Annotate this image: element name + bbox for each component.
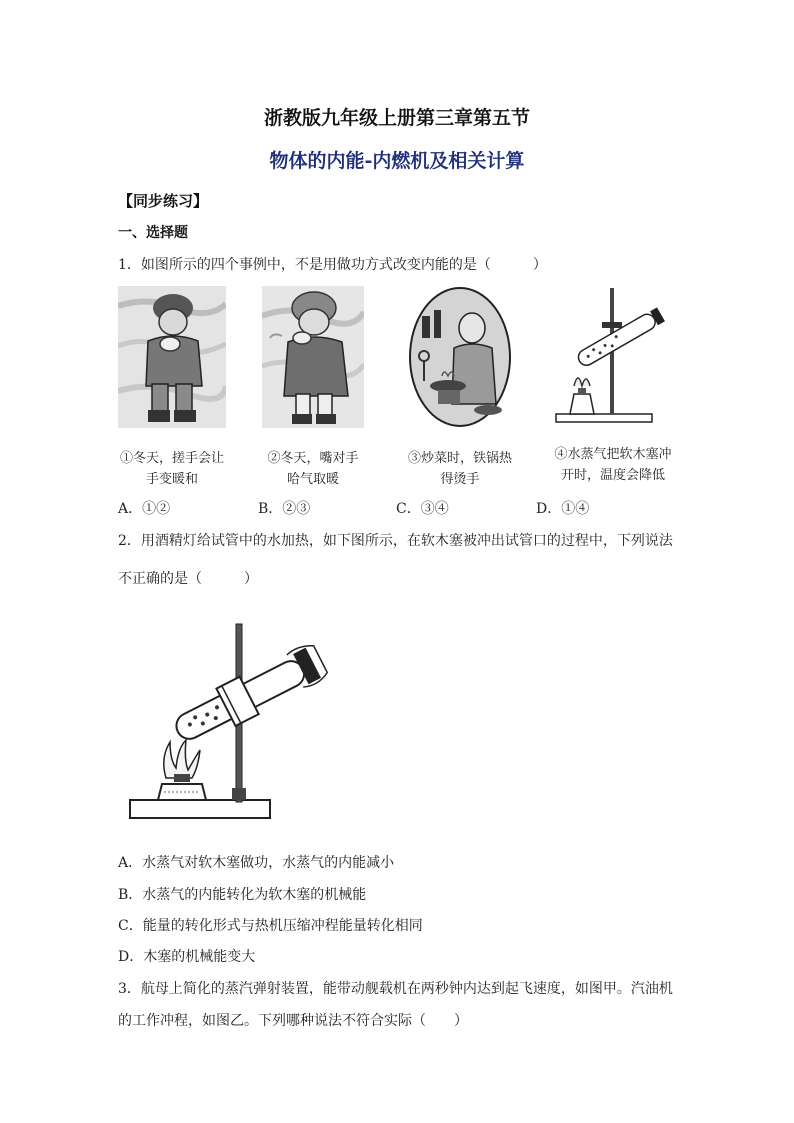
caption-3-line2: 得烫手 bbox=[440, 472, 480, 487]
q1-option-a[interactable] bbox=[118, 498, 170, 518]
q1-option-d[interactable] bbox=[536, 498, 589, 518]
q1-option-d-text: ①④ bbox=[561, 501, 590, 517]
figure-rubbing-hands bbox=[118, 286, 226, 428]
caption-4 bbox=[542, 444, 684, 486]
caption-4-line1: ④水蒸气把软木塞冲 bbox=[554, 447, 672, 462]
caption-1 bbox=[108, 448, 236, 490]
q1-option-c[interactable] bbox=[396, 498, 449, 518]
question-2-stem-line2: 不正确的是（ ） bbox=[118, 571, 258, 587]
q1-option-c-text: ③④ bbox=[420, 501, 449, 517]
q1-option-a-letter: A． bbox=[118, 501, 143, 517]
section-label: 【同步练习】 bbox=[118, 192, 209, 210]
figure-breathing-on-hands bbox=[262, 286, 364, 428]
document-title: 浙教版九年级上册第三章第五节 bbox=[263, 107, 530, 129]
q1-option-b-letter: B． bbox=[258, 501, 283, 517]
question-3-stem-line1: 3．航母上简化的蒸汽弹射装置，能带动舰载机在两秒钟内达到起飞速度，如图甲。汽油机 bbox=[118, 981, 673, 997]
figure-alcohol-lamp-test-tube bbox=[126, 620, 336, 826]
part-label: 一、选择题 bbox=[118, 225, 188, 241]
q1-option-d-letter: D． bbox=[536, 501, 562, 517]
question-1-stem: 1．如图所示的四个事例中，不是用做功方式改变内能的是（ ） bbox=[118, 257, 547, 273]
q1-option-c-letter: C． bbox=[396, 501, 421, 517]
caption-3 bbox=[396, 448, 524, 490]
q2-option-a[interactable]: A．水蒸气对软木塞做功，水蒸气的内能减小 bbox=[118, 855, 395, 871]
question-3-stem-line2: 的工作冲程，如图乙。下列哪种说法不符合实际（ ） bbox=[118, 1013, 468, 1029]
question-2-stem-line1: 2．用酒精灯给试管中的水加热，如下图所示，在软木塞被冲出试管口的过程中，下列说法 bbox=[118, 533, 673, 549]
q1-option-b-text: ②③ bbox=[282, 501, 311, 517]
q1-option-b[interactable] bbox=[258, 498, 310, 518]
caption-2-line1: ②冬天，嘴对手 bbox=[267, 451, 359, 466]
q2-option-c[interactable]: C．能量的转化形式与热机压缩冲程能量转化相同 bbox=[118, 918, 423, 934]
q1-option-a-text: ①② bbox=[142, 501, 171, 517]
figure-test-tube-cork bbox=[550, 286, 670, 428]
document-subtitle: 物体的内能-内燃机及相关计算 bbox=[269, 150, 525, 172]
caption-4-line2: 开时，温度会降低 bbox=[560, 468, 665, 483]
caption-1-line2: 手变暖和 bbox=[145, 472, 198, 487]
caption-2 bbox=[252, 448, 374, 490]
q2-option-d[interactable]: D．木塞的机械能变大 bbox=[118, 949, 256, 965]
caption-1-line1: ①冬天，搓手会让 bbox=[119, 451, 224, 466]
caption-2-line2: 哈气取暖 bbox=[286, 472, 339, 487]
figure-cooking-wok bbox=[408, 286, 512, 428]
q2-option-b[interactable]: B．水蒸气的内能转化为软木塞的机械能 bbox=[118, 887, 367, 903]
caption-3-line1: ③炒菜时，铁锅热 bbox=[407, 451, 512, 466]
